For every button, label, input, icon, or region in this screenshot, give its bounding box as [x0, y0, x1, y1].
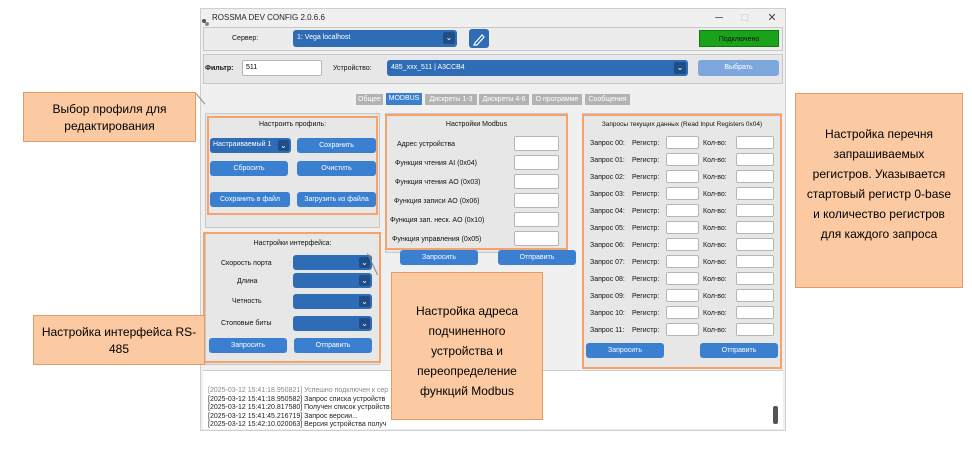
register-label: Регистр:: [632, 208, 660, 215]
interface-request-button[interactable]: Запросить: [209, 338, 287, 353]
length-select[interactable]: [293, 273, 372, 288]
request-label: Запрос 05:: [590, 225, 625, 232]
register-label: Регистр:: [632, 191, 660, 198]
server-bar: [203, 27, 783, 51]
register-input[interactable]: [666, 204, 699, 217]
log-line: [2025-03-12 15:41:18.950821] Успешно подключен к сер: [208, 387, 389, 394]
count-label: Кол-во:: [703, 293, 727, 300]
interface-title: Настройки интерфейса:: [253, 240, 332, 247]
request-label: Запрос 07:: [590, 259, 625, 266]
tab-discrete-1-3[interactable]: Дискреты 1-3: [425, 94, 477, 105]
request-label: Запрос 03:: [590, 191, 625, 198]
profile-title: Настроить профиль:: [258, 121, 327, 128]
app-icon: [201, 14, 210, 23]
profile-save-file-button[interactable]: Сохранить в файл: [210, 192, 290, 207]
connection-status-badge: Подключено: [699, 30, 779, 47]
count-label: Кол-во:: [703, 140, 727, 147]
request-label: Запрос 01:: [590, 157, 625, 164]
window-title: ROSSMA DEV CONFIG 2.0.6.6: [212, 13, 325, 22]
modbus-row-label: Функция зап. неск. AO (0x10): [390, 217, 485, 224]
register-label: Регистр:: [632, 242, 660, 249]
request-label: Запрос 10:: [590, 310, 625, 317]
register-label: Регистр:: [632, 293, 660, 300]
profile-select-value: Настраиваемый 1: [213, 141, 272, 148]
chevron-down-icon: ⌄: [359, 296, 370, 307]
register-label: Регистр:: [632, 276, 660, 283]
count-input[interactable]: [736, 306, 774, 319]
chevron-down-icon: ⌄: [359, 318, 370, 329]
device-select-value: 485_xxx_511 | A3CCB4: [391, 64, 465, 71]
chevron-down-icon: ⌄: [674, 62, 686, 74]
modbus-row-input[interactable]: [514, 155, 559, 170]
callout-interface: Настройка интерфейса RS-485: [33, 315, 205, 365]
device-select[interactable]: [387, 60, 688, 76]
chevron-down-icon: ⌄: [443, 32, 455, 44]
register-input[interactable]: [666, 272, 699, 285]
edit-server-button[interactable]: [469, 29, 489, 48]
register-input[interactable]: [666, 170, 699, 183]
count-label: Кол-во:: [703, 276, 727, 283]
count-label: Кол-во:: [703, 259, 727, 266]
tab-about[interactable]: О программе: [532, 94, 582, 105]
count-label: Кол-во:: [703, 242, 727, 249]
log-scrollbar[interactable]: [773, 406, 778, 424]
interface-send-button[interactable]: Отправить: [294, 338, 372, 353]
profile-clear-button[interactable]: Очистить: [297, 161, 376, 176]
port-speed-select[interactable]: [293, 255, 372, 270]
register-label: Регистр:: [632, 157, 660, 164]
request-label: Запрос 09:: [590, 293, 625, 300]
callout-requests: Настройка перечня запрашиваемых регистров. Указывается стартовый регистр 0-base и количество регистров для каждого запроса: [795, 93, 963, 288]
count-input[interactable]: [736, 255, 774, 268]
length-label: Длина: [237, 278, 258, 285]
log-line: [2025-03-12 15:41:45.216719] Запрос версии...: [208, 412, 358, 420]
server-select[interactable]: [293, 30, 457, 47]
request-label: Запрос 04:: [590, 208, 625, 215]
stop-bits-select[interactable]: [293, 316, 372, 331]
count-input[interactable]: [736, 323, 774, 336]
register-input[interactable]: [666, 238, 699, 251]
modbus-row-label: Функция чтения AI (0x04): [395, 160, 477, 167]
count-label: Кол-во:: [703, 225, 727, 232]
count-label: Кол-во:: [703, 208, 727, 215]
register-label: Регистр:: [632, 140, 660, 147]
modbus-send-button[interactable]: Отправить: [498, 250, 576, 265]
tab-modbus[interactable]: MODBUS: [386, 93, 422, 105]
filter-input[interactable]: 511: [242, 60, 322, 76]
chevron-down-icon: ⌄: [359, 275, 370, 286]
count-label: Кол-во:: [703, 310, 727, 317]
profile-select[interactable]: [210, 138, 291, 153]
register-input[interactable]: [666, 136, 699, 149]
request-label: Запрос 08:: [590, 276, 625, 283]
count-input[interactable]: [736, 136, 774, 149]
modbus-row-label: Адрес устройства: [397, 141, 456, 148]
register-input[interactable]: [666, 187, 699, 200]
register-label: Регистр:: [632, 259, 660, 266]
count-input[interactable]: [736, 238, 774, 251]
server-select-value: 1: Vega localhost: [297, 34, 351, 41]
request-label: Запрос 02:: [590, 174, 625, 181]
callout-modbus: Настройка адреса подчиненного устройства и переопределение функций Modbus: [391, 272, 543, 420]
register-input[interactable]: [666, 255, 699, 268]
requests-title: Запросы текущих данных (Read Input Registers 0x04): [601, 121, 763, 128]
modbus-row-input[interactable]: [514, 193, 559, 208]
count-input[interactable]: [736, 153, 774, 166]
log-line: [2025-03-12 15:42:10.020063] Версия устройства получ: [208, 421, 387, 428]
parity-label: Четность: [232, 298, 262, 305]
parity-select[interactable]: [293, 294, 372, 309]
register-label: Регистр:: [632, 225, 660, 232]
callout-profile: Выбор профиля для редактирования: [23, 92, 196, 142]
count-input[interactable]: [736, 221, 774, 234]
chevron-down-icon: ⌄: [359, 257, 370, 268]
register-label: Регистр:: [632, 327, 660, 334]
modbus-row-input[interactable]: [514, 174, 559, 189]
tab-discrete-4-6[interactable]: Дискреты 4-6: [479, 94, 529, 105]
server-label: Сервер:: [232, 35, 259, 42]
close-icon[interactable]: ✕: [767, 12, 777, 24]
requests-request-button[interactable]: Запросить: [586, 343, 664, 358]
count-input[interactable]: [736, 204, 774, 217]
minimize-icon[interactable]: ─: [715, 12, 723, 24]
stop-bits-label: Стоповые биты: [221, 320, 272, 327]
register-input[interactable]: [666, 153, 699, 166]
maximize-icon[interactable]: □: [741, 12, 749, 24]
profile-save-button[interactable]: Сохранить: [297, 138, 376, 153]
modbus-row-input[interactable]: [514, 212, 559, 227]
count-label: Кол-во:: [703, 327, 727, 334]
port-speed-label: Скорость порта: [221, 260, 272, 267]
log-line: [2025-03-12 15:41:20.817580] Получен список устройств: [208, 404, 390, 411]
modbus-title: Настройки Modbus: [445, 121, 508, 128]
modbus-row-label: Функция управления (0x05): [392, 236, 482, 243]
modbus-row-label: Функция чтения AO (0x03): [395, 179, 481, 186]
register-label: Регистр:: [632, 310, 660, 317]
register-input[interactable]: [666, 306, 699, 319]
count-label: Кол-во:: [703, 157, 727, 164]
device-label: Устройство:: [333, 65, 372, 72]
profile-reset-button[interactable]: Сбросить: [210, 161, 288, 176]
filter-label: Фильтр:: [205, 65, 234, 72]
pencil-icon: [469, 29, 489, 48]
chevron-down-icon: ⌄: [278, 140, 289, 151]
request-label: Запрос 06:: [590, 242, 625, 249]
choose-device-button[interactable]: Выбрать: [698, 60, 779, 76]
requests-send-button[interactable]: Отправить: [700, 343, 778, 358]
register-input[interactable]: [666, 323, 699, 336]
modbus-request-button[interactable]: Запросить: [400, 250, 478, 265]
tab-general[interactable]: Общее: [356, 94, 383, 105]
modbus-row-input[interactable]: [514, 136, 559, 151]
log-line: [2025-03-12 15:41:18.950582] Запрос списка устройств: [208, 395, 386, 403]
register-input[interactable]: [666, 289, 699, 302]
tab-messages[interactable]: Сообщения: [585, 94, 630, 105]
profile-load-file-button[interactable]: Загрузить из файла: [297, 192, 376, 207]
count-input[interactable]: [736, 170, 774, 183]
request-label: Запрос 00:: [590, 140, 625, 147]
register-label: Регистр:: [632, 174, 660, 181]
modbus-row-input[interactable]: [514, 231, 559, 246]
log-lines: [208, 387, 390, 430]
register-input[interactable]: [666, 221, 699, 234]
count-input[interactable]: [736, 187, 774, 200]
count-input[interactable]: [736, 272, 774, 285]
count-label: Кол-во:: [703, 174, 727, 181]
count-input[interactable]: [736, 289, 774, 302]
count-label: Кол-во:: [703, 191, 727, 198]
modbus-row-label: Функция записи AO (0x06): [394, 198, 480, 205]
request-label: Запрос 11:: [590, 327, 625, 334]
